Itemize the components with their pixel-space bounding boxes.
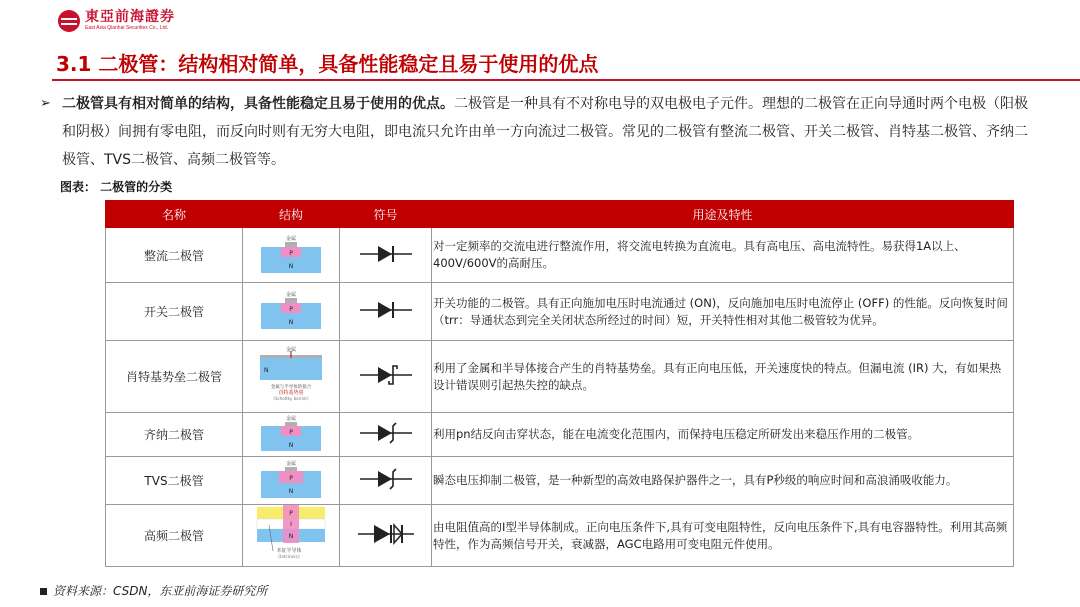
structure-diagram	[243, 413, 340, 457]
n-label: N	[288, 442, 294, 449]
company-logo	[58, 9, 175, 32]
intro-paragraph	[40, 90, 1040, 174]
header-structure: 结构	[243, 201, 340, 228]
p-label: P	[289, 306, 293, 313]
title-divider	[52, 79, 1080, 81]
intro-lead: 二极管具有相对简单的结构，具备性能稳定且易于使用的优点。	[62, 96, 454, 112]
source-note	[40, 582, 267, 599]
structure-diagram	[243, 341, 340, 413]
diode-name: 高频二极管	[106, 505, 243, 567]
intrinsic-en-label: (Intrinsic)	[278, 555, 300, 560]
table-row	[106, 457, 1014, 505]
header-name: 名称	[106, 201, 243, 228]
p-label: P	[289, 510, 293, 517]
diode-description: 瞬态电压抑制二极管，是一种新型的高效电路保护器件之一，具有P秒级的响应时间和高浪涌吸收能力。	[432, 457, 1014, 505]
diode-classification-table	[105, 200, 1014, 567]
metal-label: 金属	[285, 292, 297, 298]
diode-description: 利用pn结反向击穿状态，能在电流变化范围内，而保持电压稳定所研发出来稳压作用的二极管。	[432, 413, 1014, 457]
n-label: N	[288, 319, 294, 326]
section-title: 3.1 二极管：结构相对简单，具备性能稳定且易于使用的优点	[56, 52, 599, 76]
rectifier-diode-symbol-icon	[340, 228, 432, 283]
metal-label: 金属	[285, 461, 297, 467]
n-label: N	[264, 367, 269, 374]
diode-name: 整流二极管	[106, 228, 243, 283]
diode-description: 由电阻值高的I型半导体制成。正向电压条件下,具有可变电阻特性，反向电压条件下,具有电容器特性。利用其高频特性，作为高频信号开关，衰减器，AGC电路用可变电阻元件使用。	[432, 505, 1014, 567]
switching-diode-symbol-icon	[340, 283, 432, 341]
table-row	[106, 505, 1014, 567]
n-label: N	[288, 488, 294, 495]
structure-diagram	[243, 457, 340, 505]
diode-description: 对一定频率的交流电进行整流作用，将交流电转换为直流电。具有高电压、高电流特性。易获得1A以上、400V/600V的高耐压。	[432, 228, 1014, 283]
intrinsic-label: 本征半导体	[276, 548, 302, 554]
i-label: I	[290, 521, 292, 528]
square-bullet-icon	[40, 588, 47, 595]
tvs-diode-symbol-icon	[340, 457, 432, 505]
p-label: P	[289, 475, 293, 482]
intro-body: 二极管是一种具有不对称电导的双电极电子元件。理想的二极管在正向导通时两个电极（阳极和阴极）间拥有零电阻，而反向时则有无穷大电阻，即电流只允许由单一方向流过二极管。常见的二极管有整流二极管、开关二极管、肖特基二极管、齐纳二极管、TVS二极管、高频二极管等。	[62, 96, 1028, 168]
table-row	[106, 413, 1014, 457]
table-row	[106, 341, 1014, 413]
diode-name: 开关二极管	[106, 283, 243, 341]
diode-name: 齐纳二极管	[106, 413, 243, 457]
n-label: N	[288, 533, 294, 540]
table-row	[106, 228, 1014, 283]
metal-label: 金属	[285, 235, 297, 242]
figure-label: 图表： 二极管的分类	[60, 180, 173, 194]
n-label: N	[288, 262, 294, 270]
header-symbol: 符号	[340, 201, 432, 228]
schottky-barrier-en-label: (Schottky barrier)	[273, 396, 309, 401]
p-label: P	[289, 429, 293, 436]
diode-name: 肖特基势垒二极管	[106, 341, 243, 413]
structure-diagram	[243, 283, 340, 341]
metal-label: 金属	[285, 347, 297, 353]
logo-name-cn: 東亞前海證券	[85, 9, 175, 25]
header-usage: 用途及特性	[432, 201, 1014, 228]
high-frequency-diode-symbol-icon	[340, 505, 432, 567]
schottky-barrier-label: 肖特基势垒	[278, 390, 304, 396]
logo-name-en: East Asia Qianhai Securities Co., Ltd.	[85, 25, 169, 31]
structure-diagram	[243, 228, 340, 283]
diode-description: 开关功能的二极管。具有正向施加电压时电流通过 (ON)，反向施加电压时电流停止 (OFF) 的性能。反向恢复时间（trr：导通状态到完全关闭状态所经过的时间）短，开关特性相对其他二极管较为优异。	[432, 283, 1014, 341]
structure-diagram	[243, 505, 340, 567]
diode-name: TVS二极管	[106, 457, 243, 505]
p-label: P	[289, 249, 293, 257]
logo-mark-icon	[58, 10, 80, 32]
junction-label: 金属与半导体的接合	[270, 385, 312, 390]
schottky-diode-symbol-icon	[340, 341, 432, 413]
diode-description: 利用了金属和半导体接合产生的肖特基势垒。具有正向电压低，开关速度快的特点。但漏电流 (IR) 大，有如果热设计错误则引起热失控的缺点。	[432, 341, 1014, 413]
bullet-arrow-icon: ➢	[40, 96, 51, 111]
table-header-row	[106, 201, 1014, 228]
zener-diode-symbol-icon	[340, 413, 432, 457]
metal-label: 金属	[285, 416, 297, 422]
table-row	[106, 283, 1014, 341]
source-text: 资料来源：CSDN，东亚前海证券研究所	[53, 584, 268, 598]
